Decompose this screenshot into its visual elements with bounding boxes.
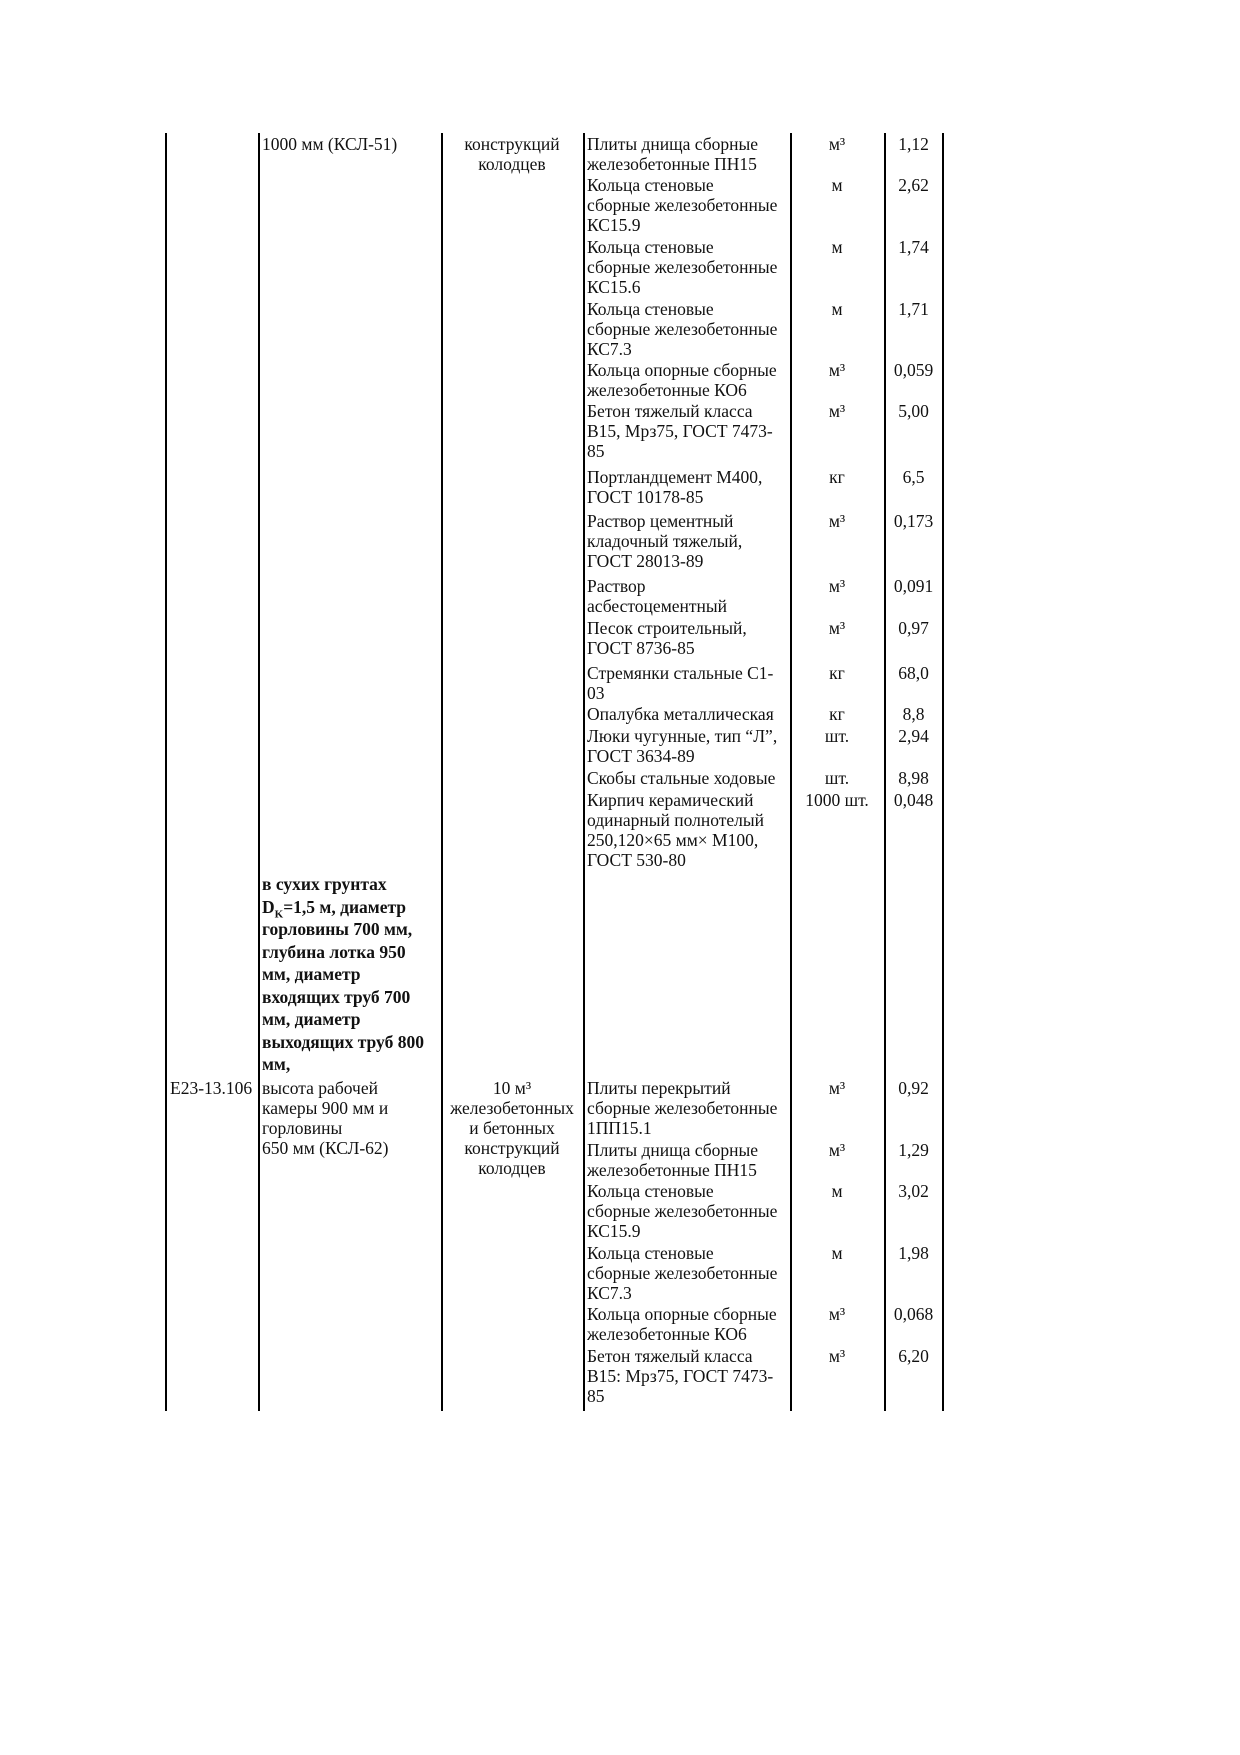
text-line: сборные железобетонные [587,195,778,215]
text-line: горловины 700 мм, [262,919,413,939]
text-line: Опалубка металлическая [587,704,774,724]
text-line: колодцев [478,154,546,174]
work-description [262,1078,388,1158]
text-line: железобетонные КО6 [587,1324,747,1344]
material-name [587,1304,777,1344]
text-line: 1000 мм (КСЛ-51) [262,134,398,154]
material-unit: м³ [828,1140,846,1160]
material-unit: м [831,175,843,195]
material-name [587,467,762,507]
material-name [587,1346,773,1406]
material-unit: м³ [828,511,846,531]
text-line: железобетонные КО6 [587,380,747,400]
material-name [587,726,777,766]
material-name [587,1181,777,1241]
text-line: сборные железобетонные [587,319,778,339]
material-unit: м [831,299,843,319]
material-unit: шт. [824,726,850,746]
text-line: сборные железобетонные [587,1098,778,1118]
text-line: Кольца стеновые [587,299,714,319]
column-border [258,133,260,1411]
material-unit: м³ [828,1346,846,1366]
material-quantity: 0,059 [893,360,934,380]
text-line: Раствор [587,576,646,596]
material-unit: м³ [828,1304,846,1324]
text-line: асбестоцементный [587,596,728,616]
text-line: сборные железобетонные [587,1263,778,1283]
text-line: КС15.9 [587,215,641,235]
material-name [587,663,773,703]
material-quantity: 6,20 [898,1346,929,1366]
text-line: железобетонные ПН15 [587,1160,757,1180]
text-line: 250,120×65 мм× М100, [587,830,759,850]
text-line: выходящих труб 800 [262,1031,424,1052]
text-line: КС15.6 [587,277,641,297]
text-line: КС7.3 [587,339,632,359]
text-line: Кольца стеновые [587,1243,714,1263]
material-name [587,134,758,174]
material-unit: м³ [828,134,846,154]
text-line: 85 [587,441,605,461]
material-quantity: 0,173 [893,511,934,531]
material-name [587,1140,758,1180]
text-line: Плиты перекрытий [587,1078,731,1098]
material-quantity: 2,62 [898,175,929,195]
text-line: 03 [587,683,605,703]
material-quantity: 1,98 [898,1243,929,1263]
material-quantity: 0,92 [898,1078,929,1098]
column-border [441,133,443,1411]
material-unit: м³ [828,1078,846,1098]
text-line: мм, диаметр [262,1009,361,1029]
material-unit: 1000 шт. [805,790,869,810]
text-line: сборные железобетонные [587,257,778,277]
text-line: ГОСТ 3634-89 [587,746,695,766]
text-line: Раствор цементный [587,511,734,531]
text-line: КС7.3 [587,1283,632,1303]
text-line: ГОСТ 28013-89 [587,551,704,571]
text-line: конструкций [464,1138,560,1158]
column-border [165,133,167,1411]
material-name [587,704,774,724]
material-quantity: 0,048 [893,790,934,810]
material-name [587,790,764,870]
text-line: сборные железобетонные [587,1201,778,1221]
material-quantity: 68,0 [898,663,929,683]
material-name [587,237,777,297]
material-quantity: 0,068 [893,1304,934,1324]
text-line: кладочный тяжелый, [587,531,743,551]
material-quantity: 1,71 [898,299,929,319]
text-line: глубина лотка 950 [262,941,406,962]
material-quantity: 1,12 [898,134,929,154]
text-line: Плиты днища сборные [587,1140,759,1160]
text-line: в сухих грунтах [262,874,387,894]
text-line: и бетонных [469,1118,555,1138]
material-quantity: 0,97 [898,618,929,638]
text-line: В15: Мрз75, ГОСТ 7473- [587,1366,774,1386]
text-line: конструкций [464,134,560,154]
text-line: Кольца стеновые [587,1181,714,1201]
text-line: Скобы стальные ходовые [587,768,776,788]
text-line: КС15.9 [587,1221,641,1241]
material-unit: м [831,237,843,257]
text-line: железобетонных [450,1098,574,1118]
text-line: 85 [587,1386,605,1406]
material-unit: м³ [828,618,846,638]
material-unit: м³ [828,360,846,380]
work-description [262,134,397,154]
text-line: ГОСТ 10178-85 [587,487,704,507]
text-line: входящих труб 700 [262,986,411,1007]
text-line: 650 мм (КСЛ-62) [262,1138,389,1158]
text-line: горловины [262,1118,343,1138]
material-quantity: 8,98 [898,768,929,788]
material-unit: кг [829,467,845,487]
column-border [583,133,585,1411]
text-line: мм, [262,1054,291,1074]
material-name [587,299,777,359]
text-line: Кольца стеновые [587,175,714,195]
text-line: одинарный полнотелый [587,810,765,830]
material-unit: шт. [824,768,850,788]
measurement-unit [441,134,583,174]
material-name [587,401,773,461]
material-unit: кг [829,663,845,683]
text-line: Кирпич керамический [587,790,754,810]
measurement-unit [441,1078,583,1178]
text-line: Портландцемент М400, [587,467,763,487]
text-line: Кольца опорные сборные [587,1304,777,1324]
material-name [587,175,777,235]
material-quantity: 3,02 [898,1181,929,1201]
material-name [587,576,727,616]
material-unit: м³ [828,576,846,596]
text-line: Плиты днища сборные [587,134,759,154]
material-name [587,1078,777,1138]
text-line: 10 м³ [492,1078,532,1098]
text-line: железобетонные ПН15 [587,154,757,174]
text-line: Стремянки стальные С1- [587,663,774,683]
material-quantity: 5,00 [898,401,929,421]
material-unit: м³ [828,401,846,421]
text-line: 1ПП15.1 [587,1118,652,1138]
text-line: мм, диаметр [262,964,361,984]
material-name [587,360,777,400]
material-quantity: 0,091 [893,576,934,596]
text-line: Кольца стеновые [587,237,714,257]
text-line: $D_K=1,5$ м, диаметр [262,896,407,920]
text-line: Песок строительный, [587,618,747,638]
material-quantity: 6,5 [902,467,925,487]
text-line: колодцев [478,1158,546,1178]
text-line: Кольца опорные сборные [587,360,777,380]
material-name [587,768,775,788]
text-line: ГОСТ 530-80 [587,850,686,870]
text-line: Люки чугунные, тип “Л”, [587,726,778,746]
material-quantity: 2,94 [898,726,929,746]
rate-code: Е23-13.106 [170,1078,253,1098]
text-line: ГОСТ 8736-85 [587,638,695,658]
material-name [587,618,747,658]
text-line: высота рабочей [262,1078,378,1098]
text-line: В15, Мрз75, ГОСТ 7473- [587,421,773,441]
work-title [262,873,424,1076]
text-line: камеры 900 мм и [262,1098,389,1118]
material-quantity: 8,8 [902,704,925,724]
material-name [587,511,742,571]
material-quantity: 1,74 [898,237,929,257]
material-unit: м [831,1243,843,1263]
text-line: Бетон тяжелый класса [587,401,753,421]
material-unit: кг [829,704,845,724]
material-name [587,1243,777,1303]
material-quantity: 1,29 [898,1140,929,1160]
text-line: Бетон тяжелый класса [587,1346,753,1366]
material-unit: м [831,1181,843,1201]
